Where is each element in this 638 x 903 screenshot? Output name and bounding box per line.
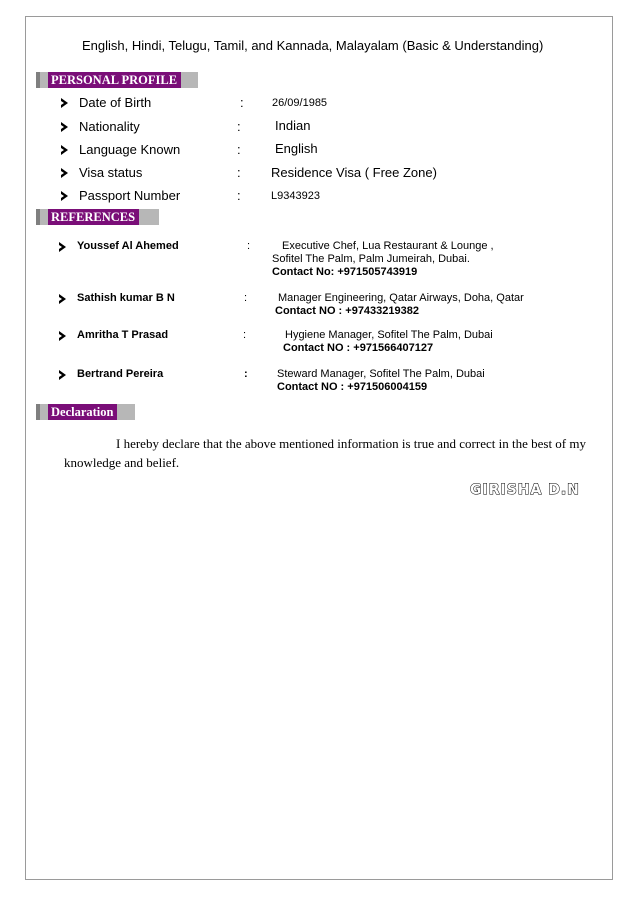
profile-value: L9343923 [271,190,320,202]
references-header [36,209,159,225]
header-bar-accent [36,72,40,88]
profile-key: Nationality [79,119,140,134]
profile-colon: : [237,165,241,180]
reference-colon: : [243,329,247,341]
profile-value: Residence Visa ( Free Zone) [271,165,437,180]
arrow-bullet-icon [59,242,66,252]
reference-contact: Contact NO : +971566407127 [283,342,434,354]
profile-key: Visa status [79,165,143,180]
arrow-bullet-icon [61,168,68,178]
arrow-bullet-icon [59,331,66,341]
section-title-declaration: Declaration [48,404,117,420]
declaration-header [36,404,135,420]
reference-colon: : [247,240,251,252]
reference-name: Bertrand Pereira [77,368,164,380]
header-bar-accent [36,209,40,225]
arrow-bullet-icon [61,145,68,155]
profile-colon: : [237,119,241,134]
profile-value: 26/09/1985 [272,97,328,109]
arrow-bullet-icon [59,370,66,380]
profile-key: Language Known [79,142,181,157]
reference-detail: Manager Engineering, Qatar Airways, Doha, Qatar [278,292,524,304]
profile-colon: : [237,142,241,157]
signature-name: GIRISHA D.N [470,482,580,498]
declaration-body [64,434,584,472]
profile-key: Date of Birth [79,95,152,110]
reference-contact: Contact No: +971505743919 [272,266,418,278]
reference-colon: : [244,292,248,304]
header-bar-accent [36,404,40,420]
reference-detail: Steward Manager, Sofitel The Palm, Dubai [277,368,485,380]
profile-colon: : [240,95,244,110]
languages-line: English, Hindi, Telugu, Tamil, and Kannada, Malayalam (Basic & Understanding) [82,38,544,53]
declaration-line-2: knowledge and belief. [64,455,180,470]
section-title-references: REFERENCES [48,209,139,225]
profile-value: English [275,141,318,156]
reference-detail: Hygiene Manager, Sofitel The Palm, Dubai [285,329,493,341]
profile-colon: : [237,188,241,203]
declaration-line-1: I hereby declare that the above mentioned information is true and correct in the best of my [116,436,586,451]
reference-detail: Executive Chef, Lua Restaurant & Lounge , [282,240,494,252]
profile-key: Passport Number [79,188,181,203]
reference-name: Sathish kumar B N [77,292,175,304]
arrow-bullet-icon [61,191,68,201]
reference-name: Amritha T Prasad [77,329,169,341]
personal-profile-header [36,72,198,88]
arrow-bullet-icon [61,122,68,132]
section-title-personal-profile: PERSONAL PROFILE [48,72,181,88]
reference-detail: Sofitel The Palm, Palm Jumeirah, Dubai. [272,253,470,265]
reference-colon: : [244,368,248,380]
reference-contact: Contact NO : +97433219382 [275,305,419,317]
reference-name: Youssef Al Ahemed [77,240,179,252]
arrow-bullet-icon [61,98,68,108]
profile-value: Indian [275,118,311,133]
reference-contact: Contact NO : +971506004159 [277,381,428,393]
arrow-bullet-icon [59,294,66,304]
